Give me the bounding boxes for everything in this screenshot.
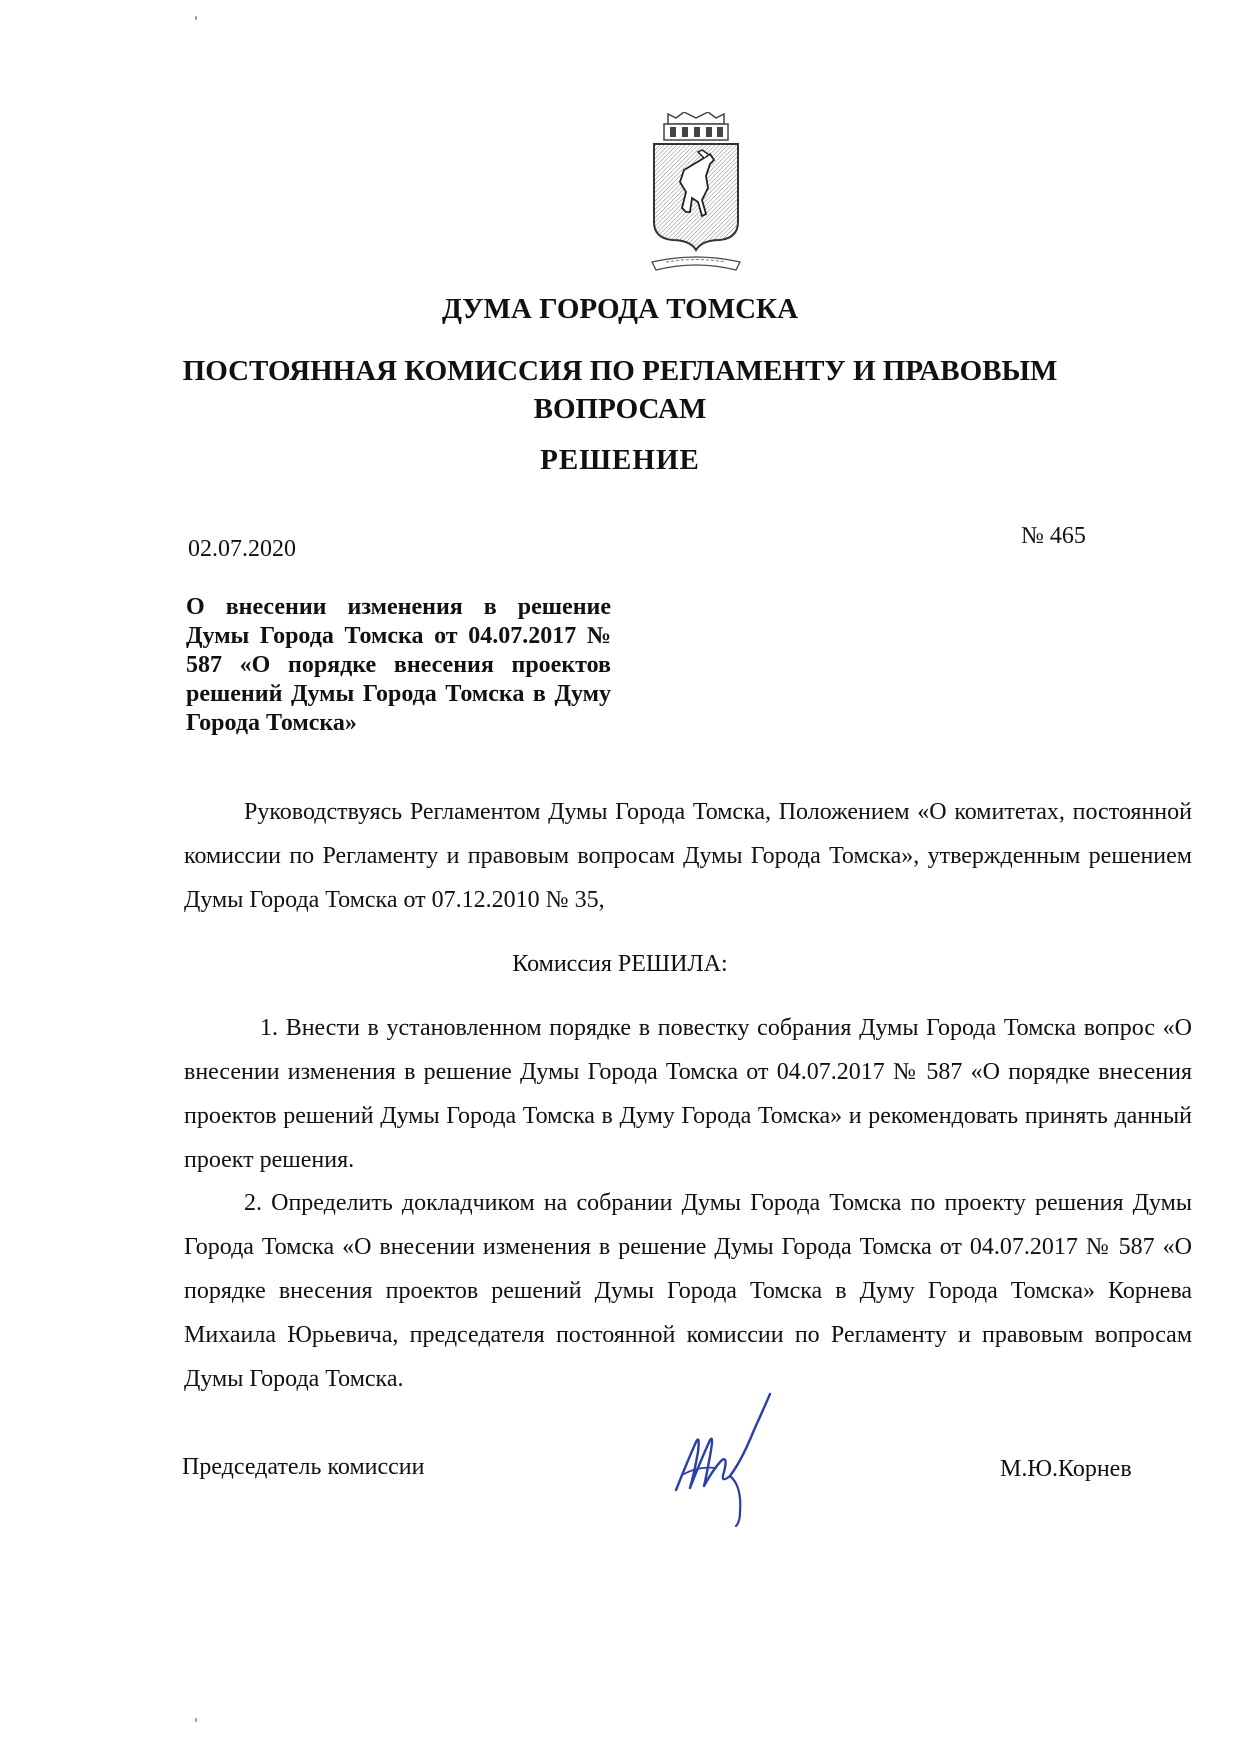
handwritten-signature — [670, 1390, 790, 1530]
resolved-heading: Комиссия РЕШИЛА: — [512, 951, 728, 977]
signer-name: М.Ю.Корнев — [1000, 1456, 1132, 1482]
document-date: 02.07.2020 — [188, 536, 296, 562]
scan-speck — [195, 1718, 197, 1722]
coat-of-arms-icon — [646, 112, 746, 282]
scan-speck — [195, 16, 197, 20]
document-subject: О внесении изменения в решение Думы Города Томска от 04.07.2017 № 587 «О порядке внесения проектов решений Думы Города Томска в Думу Города Томска» — [186, 594, 611, 736]
organization-title: ДУМА ГОРОДА ТОМСКА — [441, 293, 799, 325]
signer-title: Председатель комиссии — [182, 1454, 425, 1480]
commission-title: ПОСТОЯННАЯ КОМИССИЯ ПО РЕГЛАМЕНТУ И ПРАВОВЫМ ВОПРОСАМ — [182, 355, 1058, 425]
document-type: РЕШЕНИЕ — [540, 444, 700, 476]
document-number: № 465 — [1021, 523, 1086, 549]
resolution-item-2: 2. Определить докладчиком на собрании Думы Города Томска по проекту решения Думы Города Томска «О внесении изменения в решение Думы Города Томска от 04.07.2017 № 587 «О порядке внесения проектов решений Думы Города Томска в Думу Города Томска» Корнева Михаила Юрьевича, председателя постоянной комиссии по Регламенту и правовым вопросам Думы Города Томска. — [184, 1190, 1192, 1392]
preamble-paragraph: Руководствуясь Регламентом Думы Города Томска, Положением «О комитетах, постоянной комиссии по Регламенту и правовым вопросам Думы Города Томска», утвержденным решением Думы Города Томска от 07.12.2010 № 35, — [184, 799, 1192, 913]
resolution-item-1: 1. Внести в установленном порядке в повестку собрания Думы Города Томска вопрос «О внесении изменения в решение Думы Города Томска от 04.07.2017 № 587 «О порядке внесения проектов решений Думы Города Томска в Думу Города Томска» и рекомендовать принять данный проект решения. — [184, 1015, 1192, 1173]
